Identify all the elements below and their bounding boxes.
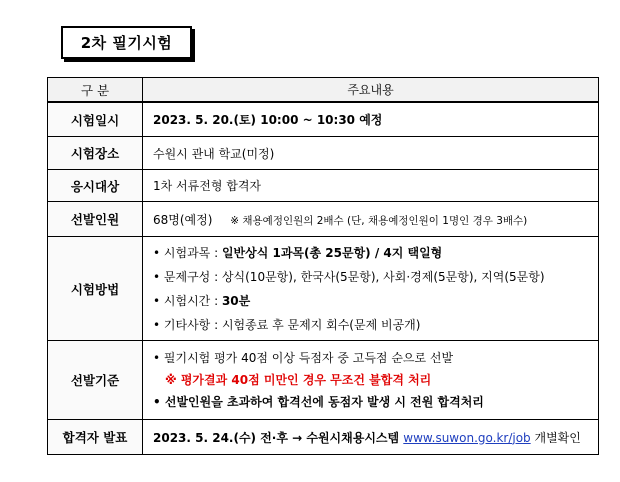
exam-info-table — [47, 77, 599, 455]
criteria-line-1: • 필기시험 평가 40점 이상 득점자 중 고득점 순으로 선발 — [153, 351, 454, 365]
section-title: 2차 필기시험 — [61, 26, 192, 59]
selection-value — [143, 202, 599, 237]
criteria-warning: ※ 평가결과 40점 미만인 경우 무조건 불합격 처리 — [165, 373, 432, 387]
exam-date-value: 2023. 5. 20.(토) 10:00 ~ 10:30 예정 — [143, 102, 599, 137]
exam-place-value: 수원시 관내 학교(미정) — [143, 137, 599, 170]
header-category: 구 분 — [48, 78, 143, 103]
criteria-list — [143, 341, 599, 420]
table-row — [48, 202, 599, 237]
row-label-place: 시험장소 — [48, 137, 143, 170]
table-row — [48, 137, 599, 170]
row-label-qualification: 응시대상 — [48, 170, 143, 202]
selection-count: 68명(예정) — [153, 212, 213, 227]
table-row — [48, 237, 599, 341]
exam-method-list — [143, 237, 599, 341]
selection-note: ※ 채용예정인원의 2배수 (단, 채용예정인원이 1명인 경우 3배수) — [230, 214, 528, 227]
method-item-subject: • 시험과목 : 일반상식 1과목(총 25문항) / 4지 택일형 — [153, 245, 443, 260]
criteria-line-3: • 선발인원을 초과하여 합격선에 동점자 발생 시 전원 합격처리 — [153, 395, 484, 409]
row-label-date: 시험일시 — [48, 102, 143, 137]
table-row — [48, 170, 599, 202]
header-content: 주요내용 — [143, 78, 599, 103]
announce-date: 2023. 5. 24.(수) 전·후 → 수원시채용시스템 — [153, 430, 404, 445]
announce-suffix: 개별확인 — [530, 430, 581, 445]
method-item-etc: • 기타사항 : 시험종료 후 문제지 회수(문제 비공개) — [153, 317, 421, 332]
row-label-criteria: 선발기준 — [48, 341, 143, 420]
row-label-selection: 선발인원 — [48, 202, 143, 237]
table-row — [48, 341, 599, 420]
recruit-site-link[interactable]: www.suwon.go.kr/job — [403, 430, 531, 445]
table-row — [48, 420, 599, 455]
method-item-time: • 시험시간 : 30분 — [153, 293, 251, 308]
qualification-value: 1차 서류전형 합격자 — [143, 170, 599, 202]
row-label-announce: 합격자 발표 — [48, 420, 143, 455]
table-header-row — [48, 78, 599, 103]
method-item-composition: • 문제구성 : 상식(10문항), 한국사(5문항), 사회·경제(5문항), 지역(5문항) — [153, 269, 545, 284]
table-row — [48, 102, 599, 137]
row-label-method: 시험방법 — [48, 237, 143, 341]
announce-value — [143, 420, 599, 455]
